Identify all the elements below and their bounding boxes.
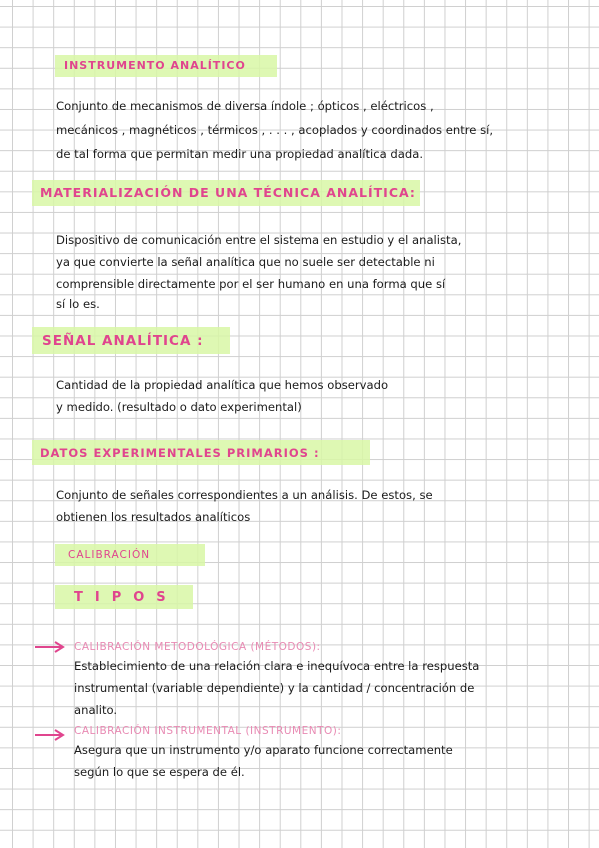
text-line: analito. (74, 703, 118, 717)
text-line: comprensible directamente por el ser humano en una forma que sí (56, 277, 446, 291)
text-line: Establecimiento de una relación clara e inequívoca entre la respuesta (74, 659, 480, 673)
text-line: según lo que se espera de él. (74, 765, 245, 779)
text-line: de tal forma que permitan medir una propiedad analítica dada. (56, 147, 424, 161)
text-line: mecánicos , magnéticos , térmicos , . . . , acoplados y coordinados entre sí, (56, 123, 494, 137)
subheading-metodologica: CALIBRACIÓN METODOLÓGICA (MÉTODOS): (74, 641, 321, 653)
heading-datos-experimentales: DATOS EXPERIMENTALES PRIMARIOS : (40, 446, 320, 460)
text-line: Conjunto de mecanismos de diversa índole ; ópticos , eléctricos , (56, 99, 434, 113)
text-line: Conjunto de señales correspondientes a un análisis. De estos, se (56, 488, 433, 502)
arrow-right-icon (33, 728, 67, 742)
text-line: instrumental (variable dependiente) y la cantidad / concentración de (74, 681, 475, 695)
text-line: Asegura que un instrumento y/o aparato funcione correctamente (74, 743, 453, 757)
heading-calibracion: CALIBRACIÓN (68, 549, 151, 561)
text-line: sí lo es. (56, 297, 100, 311)
heading-senal-analitica: SEÑAL ANALÍTICA : (42, 333, 204, 349)
heading-instrumento-analitico: INSTRUMENTO ANALÍTICO (64, 59, 246, 72)
heading-materializacion: MATERIALIZACIÓN DE UNA TÉCNICA ANALÍTICA: (40, 185, 416, 200)
text-line: Cantidad de la propiedad analítica que hemos observado (56, 378, 389, 392)
text-line: obtienen los resultados analíticos (56, 510, 251, 524)
text-line: ya que convierte la señal analítica que no suele ser detectable ni (56, 255, 435, 269)
heading-tipos: TIPOS (74, 590, 178, 605)
subheading-instrumental: CALIBRACIÓN INSTRUMENTAL (INSTRUMENTO): (74, 725, 342, 737)
arrow-right-icon (33, 640, 67, 654)
text-line: y medido. (resultado o dato experimental) (56, 400, 302, 414)
text-line: Dispositivo de comunicación entre el sistema en estudio y el analista, (56, 233, 462, 247)
